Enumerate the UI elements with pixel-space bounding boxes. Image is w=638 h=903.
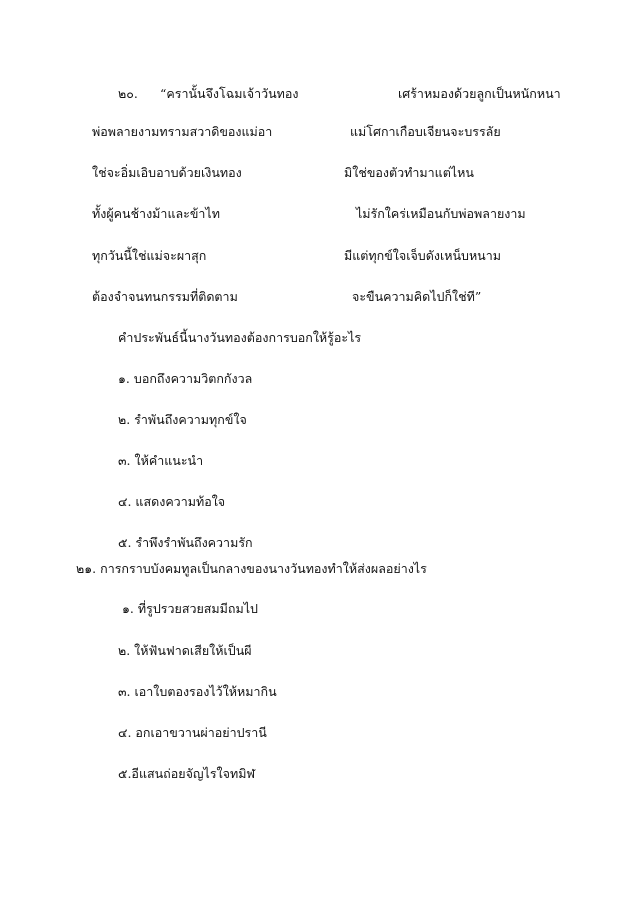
question-21-choice-3: ๓. เอาใบตองรองไว้ให้หมากิน	[118, 684, 277, 699]
question-21-choice-1: ๑. ที่รูปรวยสวยสมมีถมไป	[122, 601, 258, 616]
poem-line-2-left: พ่อพลายงามทรามสวาดิของแม่อา	[92, 124, 273, 139]
poem-line-2-right: แม่โศกาเกือบเจียนจะบรรลัย	[350, 124, 501, 139]
question-20-choice-5: ๕. รำพึงรำพันถึงความรัก	[118, 535, 253, 550]
question-21-prompt: ๒๑. การกราบบังคมทูลเป็นกลางของนางวันทองทำให้ส่งผลอย่างไร	[76, 561, 427, 576]
question-20-prompt: คำประพันธ์นี้นางวันทองต้องการบอกให้รู้อะไร	[118, 330, 362, 345]
poem-line-1-right: เศร้าหมองด้วยลูกเป็นหนักหนา	[398, 86, 561, 101]
poem-line-6-right: จะขืนความคิดไปก็ใช่ที”	[352, 289, 482, 304]
question-21-choice-2: ๒. ให้ฟันฟาดเสียให้เป็นผี	[118, 643, 252, 658]
question-20-number: ๒๐.	[118, 86, 138, 101]
poem-line-1-left: “ครานั้นจึงโฉมเจ้าวันทอง	[160, 86, 299, 101]
poem-line-4-right: ไม่รักใคร่เหมือนกับพ่อพลายงาม	[356, 206, 526, 221]
question-20-choice-4: ๔. แสดงความท้อใจ	[118, 494, 226, 509]
poem-line-6-left: ต้องจำจนทนกรรมที่ติดตาม	[92, 289, 238, 304]
question-20-choice-2: ๒. รำพันถึงความทุกข์ใจ	[118, 412, 247, 427]
poem-line-4-left: ทั้งผู้คนช้างม้าและข้าไท	[92, 206, 220, 221]
question-20-choice-1: ๑. บอกถึงความวิตกกังวล	[118, 371, 253, 386]
poem-line-3-left: ใช่จะอิ่มเอิบอาบด้วยเงินทอง	[92, 165, 242, 180]
poem-line-5-right: มีแต่ทุกข์ใจเจ็บดังเหน็บหนาม	[344, 248, 501, 263]
question-21-choice-5: ๕.อีแสนถ่อยจัญไรใจทมิฬ	[118, 766, 255, 781]
question-21-choice-4: ๔. อกเอาขวานผ่าอย่าปรานี	[118, 725, 267, 740]
poem-line-5-left: ทุกวันนี้ใช่แม่จะผาสุก	[92, 248, 207, 263]
poem-line-3-right: มิใช่ของตัวทำมาแต่ไหน	[344, 165, 474, 180]
question-20-choice-3: ๓. ให้คำแนะนำ	[118, 453, 204, 468]
